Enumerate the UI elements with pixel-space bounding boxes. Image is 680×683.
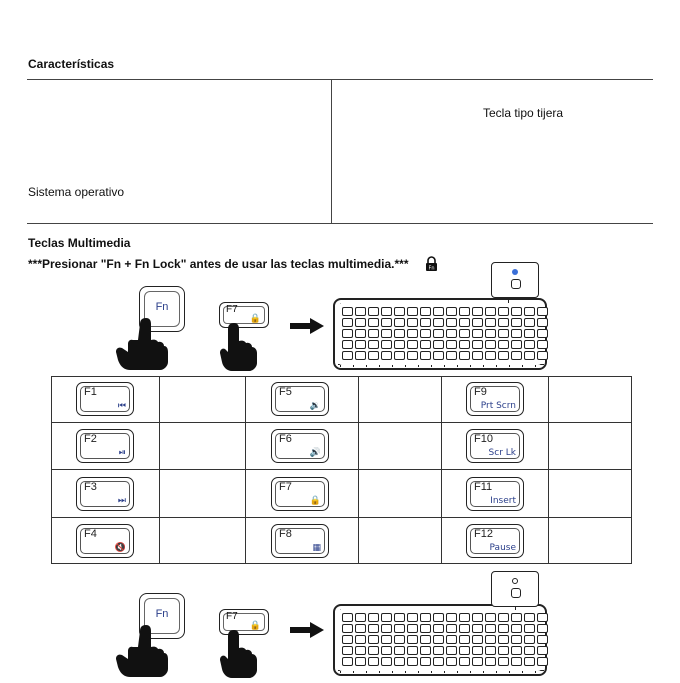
hand-icon (116, 625, 168, 677)
f11-key: F11 Insert (466, 477, 524, 511)
arrow-right-icon (290, 318, 324, 334)
features-heading: Características (28, 57, 115, 71)
f7-key: F7 🔒 (219, 609, 269, 635)
f2-key: F2 ⏯ (76, 429, 134, 463)
fn-key: Fn (139, 593, 185, 639)
f5-key: F5 🔉 (271, 382, 329, 416)
f10-key: F10 Scr Lk (466, 429, 524, 463)
fkey-table (51, 376, 632, 564)
lock-icon (425, 256, 438, 271)
indicator-callout-on (491, 262, 539, 298)
divider (27, 223, 653, 224)
multimedia-notice: ***Presionar "Fn + Fn Lock" antes de usar las teclas multimedia.*** (28, 257, 409, 271)
indicator-callout-off (491, 571, 539, 607)
f4-key: F4 🔇 (76, 524, 134, 558)
f3-key: F3 ⏭ (76, 477, 134, 511)
feature-os: Sistema operativo (28, 185, 125, 199)
indicator-light-icon (512, 578, 518, 584)
f12-key: F12 Pause (466, 524, 524, 558)
keyboard-illustration (333, 604, 547, 676)
f9-key: F9 Prt Scrn (466, 382, 524, 416)
fn-key: Fn (139, 286, 185, 332)
table-divider (331, 80, 332, 223)
hand-icon (116, 318, 168, 370)
divider (27, 79, 653, 80)
hand-icon (220, 630, 270, 678)
f6-key: F6 🔊 (271, 429, 329, 463)
hand-icon (220, 323, 270, 371)
multimedia-heading: Teclas Multimedia (28, 236, 131, 250)
arrow-right-icon (290, 622, 324, 638)
f1-key: F1 ⏮ (76, 382, 134, 416)
indicator-light-icon (512, 269, 518, 275)
keyboard-illustration (333, 298, 547, 370)
f7-key: F7 🔒 (219, 302, 269, 328)
f7-key: F7 🔒 (271, 477, 329, 511)
svg-text:Fn: Fn (428, 265, 435, 271)
feature-keys-type: Tecla tipo tijera (483, 106, 564, 120)
f8-key: F8 ▦ (271, 524, 329, 558)
